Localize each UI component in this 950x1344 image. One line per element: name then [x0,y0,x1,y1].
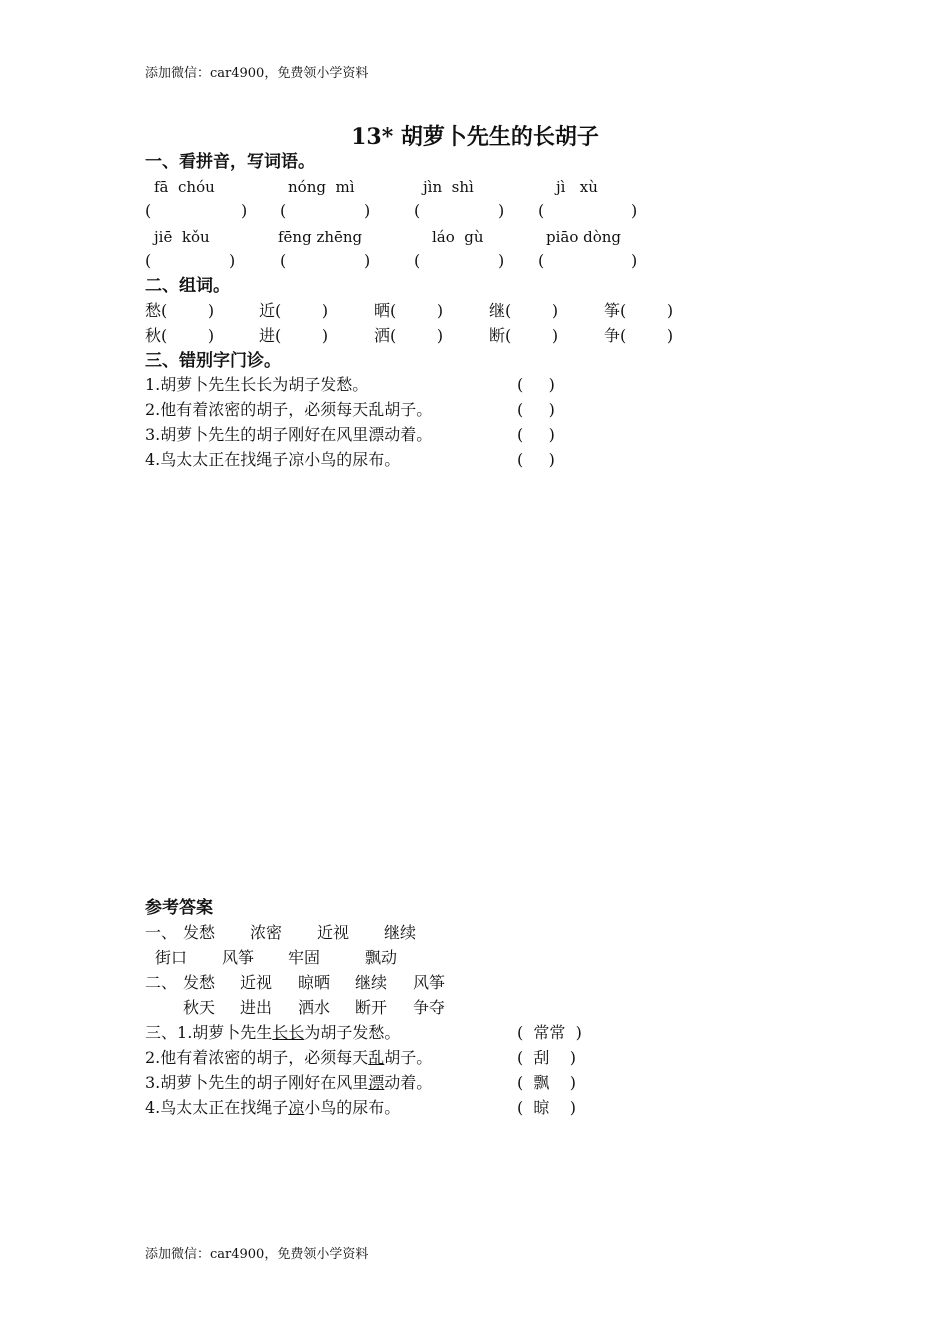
sentence-item: 3.胡萝卜先生的胡子刚好在风里漂动着。 [145,425,433,444]
wrong-word: 凉 [288,1098,305,1117]
pinyin-item: láo gù [432,228,484,246]
section2-heading: 二、组词。 [145,276,230,296]
page-title: 13* 胡萝卜先生的长胡子 [351,124,599,150]
word-item[interactable]: 断( ) [489,326,559,345]
sentence-after: 胡子。 [384,1048,433,1067]
answers-heading: 参考答案 [145,898,213,918]
sentence-item: 4.鸟太太正在找绳子凉小鸟的尿布。 [145,450,401,469]
correction: ( 刮 ) [517,1048,577,1067]
sentence-item: 2.他有着浓密的胡子，必须每天乱胡子。 [145,400,433,419]
answer-sentence [145,1100,400,1116]
answer-word: 发愁 [183,973,216,992]
answer-box[interactable]: ( ) [517,425,555,444]
answer-word: 浓密 [250,923,283,942]
word-item[interactable]: 近( ) [259,301,329,320]
answer-box[interactable]: ( ) [517,450,555,469]
pinyin-item: fā chóu [154,178,215,196]
pinyin-item: jì xù [556,178,598,196]
answer-word: 断开 [355,998,388,1017]
word-item[interactable]: 争( ) [604,326,674,345]
answer-word: 洒水 [298,998,331,1017]
wrong-word: 漂 [368,1073,385,1092]
answer-word: 晾晒 [298,973,331,992]
sentence-item: 1.胡萝卜先生长长为胡子发愁。 [145,375,369,394]
answer-word: 发愁 [183,923,216,942]
pinyin-item: jiē kǒu [154,228,210,246]
sentence-before: 1.胡萝卜先生 [177,1023,273,1042]
answer-prefix: 三、 [145,1023,178,1042]
answer-word: 飘动 [365,948,398,967]
word-item[interactable]: 秋( ) [145,326,215,345]
header-note: 添加微信：car4900，免费领小学资料 [145,66,369,81]
answer-box[interactable]: ( ) [517,400,555,419]
answer-sentence [145,1025,400,1041]
wrong-word: 乱 [368,1048,385,1067]
answer-word: 风筝 [222,948,255,967]
answer-word: 秋天 [183,998,216,1017]
pinyin-item: jìn shì [423,178,474,196]
word-item[interactable]: 筝( ) [604,301,674,320]
pinyin-item: nóng mì [288,178,355,196]
wrong-word: 长长 [272,1023,305,1042]
section3-heading: 三、错别字门诊。 [145,351,281,371]
pinyin-item: piāo dòng [546,228,622,246]
sentence-before: 4.鸟太太正在找绳子 [145,1098,289,1117]
correction: ( 飘 ) [517,1073,577,1092]
answer-sentence [145,1075,432,1091]
answer-word: 进出 [240,998,273,1017]
sentence-after: 小鸟的尿布。 [304,1098,401,1117]
word-item[interactable]: 洒( ) [374,326,444,345]
word-item[interactable]: 晒( ) [374,301,444,320]
word-item[interactable]: 进( ) [259,326,329,345]
footer-note: 添加微信：car4900，免费领小学资料 [145,1247,369,1262]
sentence-after: 动着。 [384,1073,433,1092]
word-item[interactable]: 继( ) [489,301,559,320]
word-item[interactable]: 愁( ) [145,301,215,320]
sentence-before: 2.他有着浓密的胡子，必须每天 [145,1048,369,1067]
correction: ( 常常 ) [517,1023,582,1042]
answer-word: 近视 [240,973,273,992]
section1-heading: 一、看拼音，写词语。 [145,152,315,172]
pinyin-item: fēng zhēng [278,228,363,246]
answer-word: 风筝 [413,973,446,992]
answer-sentence [145,1050,432,1066]
answer-word: 争夺 [413,998,446,1017]
answer-word: 近视 [317,923,350,942]
answer-word: 街口 [155,948,188,967]
answer-box[interactable]: ( ) [517,375,555,394]
correction: ( 晾 ) [517,1098,577,1117]
sentence-after: 为胡子发愁。 [304,1023,401,1042]
answer-word: 继续 [355,973,388,992]
answer-word: 继续 [384,923,417,942]
sentence-before: 3.胡萝卜先生的胡子刚好在风里 [145,1073,369,1092]
answer-prefix: 二、 [145,973,178,992]
answer-word: 牢固 [288,948,321,967]
answer-prefix: 一、 [145,923,178,942]
